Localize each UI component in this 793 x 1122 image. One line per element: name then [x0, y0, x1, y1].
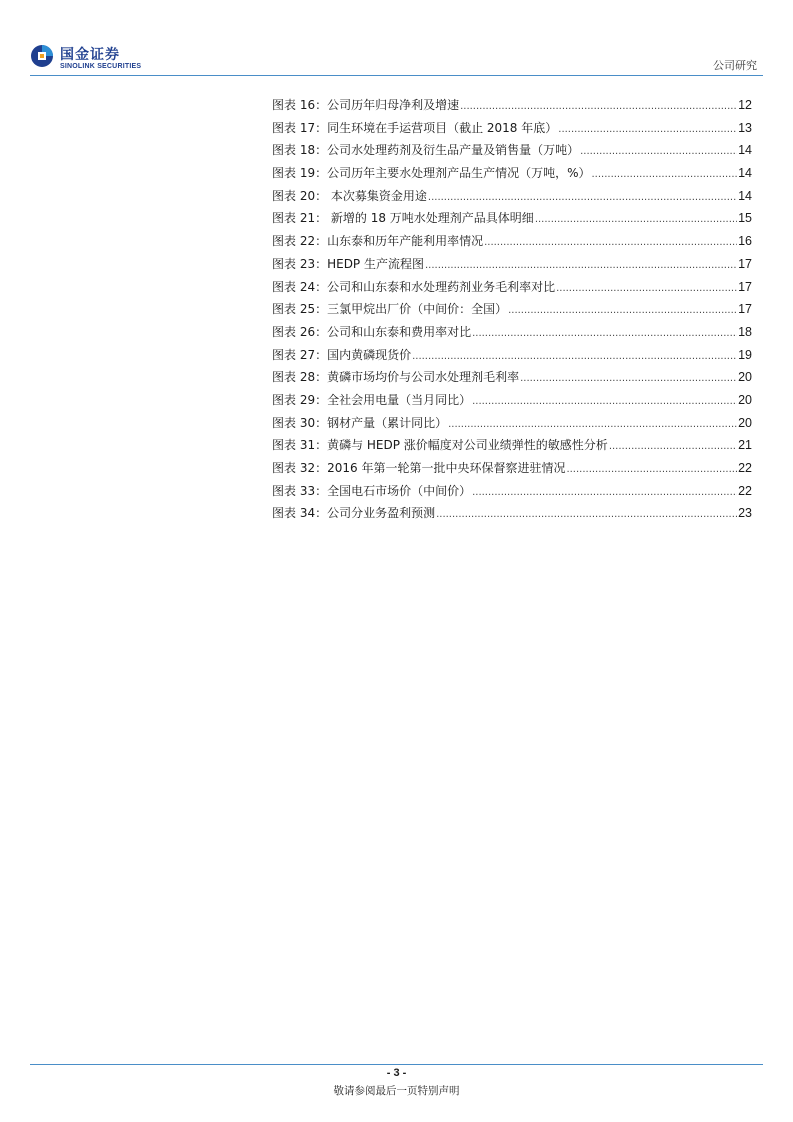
toc-entry[interactable] — [272, 346, 752, 369]
toc-leader-dots — [472, 328, 737, 339]
toc-entry[interactable] — [272, 414, 752, 437]
toc-leader-dots — [436, 509, 737, 520]
toc-entry[interactable] — [272, 96, 752, 119]
toc-entry[interactable] — [272, 255, 752, 278]
toc-entry-page: 12 — [738, 98, 752, 112]
toc-leader-dots — [472, 487, 737, 498]
toc-entry-label: 图表 26：公司和山东泰和费用率对比 — [272, 324, 472, 339]
toc-entry[interactable] — [272, 368, 752, 391]
toc-entry-label: 图表 25：三氯甲烷出厂价（中间价：全国） — [272, 302, 508, 317]
toc-entry-page: 14 — [738, 166, 752, 181]
footer-divider — [30, 1064, 763, 1065]
toc-entry-page: 22 — [738, 461, 752, 475]
toc-leader-dots — [558, 124, 737, 135]
toc-entry-page: 20 — [738, 370, 752, 385]
disclaimer-note: 敬请参阅最后一页特别声明 — [333, 1085, 460, 1097]
toc-leader-dots — [592, 169, 738, 180]
toc-leader-dots — [428, 192, 737, 203]
toc-entry[interactable] — [272, 119, 752, 142]
toc-leader-dots — [580, 146, 737, 157]
toc-entry-label: 图表 21： 新增的 18 万吨水处理剂产品具体明细 — [272, 211, 534, 226]
toc-entry-page: 18 — [738, 324, 752, 339]
page-header — [0, 0, 793, 80]
toc-leader-dots — [556, 283, 737, 294]
toc-entry[interactable] — [272, 482, 752, 505]
page-number: - 3 - — [386, 1067, 407, 1079]
toc-entry[interactable] — [272, 209, 752, 232]
toc-entry[interactable] — [272, 300, 752, 323]
toc-entry-label: 图表 27：国内黄磷现货价 — [272, 347, 412, 362]
toc-leader-dots — [535, 214, 737, 225]
company-logo — [30, 44, 160, 74]
header-divider — [30, 75, 763, 76]
toc-entry-page: 17 — [738, 256, 752, 271]
toc-entry-page: 13 — [738, 120, 752, 135]
logo-mark-icon — [30, 44, 54, 68]
toc-entry-label: 图表 23：HEDP 生产流程图 — [272, 256, 424, 271]
toc-entry-label: 图表 31：黄磷与 HEDP 涨价幅度对公司业绩弹性的敏感性分析 — [272, 438, 608, 453]
figure-list — [272, 96, 752, 527]
toc-entry-page: 23 — [738, 506, 752, 521]
toc-leader-dots — [472, 396, 737, 407]
toc-entry[interactable] — [272, 278, 752, 301]
toc-entry[interactable] — [272, 141, 752, 164]
toc-entry-page: 20 — [738, 415, 752, 430]
toc-entry[interactable] — [272, 187, 752, 210]
toc-entry[interactable] — [272, 391, 752, 414]
toc-entry-page: 19 — [738, 347, 752, 362]
toc-leader-dots — [520, 373, 737, 384]
toc-leader-dots — [609, 441, 737, 452]
logo-text-cn: 国金证券 — [60, 47, 120, 63]
toc-entry-label: 图表 30：钢材产量（累计同比） — [272, 415, 448, 430]
toc-entry[interactable] — [272, 504, 752, 527]
toc-leader-dots — [460, 101, 737, 112]
toc-entry-label: 图表 20： 本次募集资金用途 — [272, 188, 427, 203]
toc-entry[interactable] — [272, 436, 752, 459]
toc-entry-label: 图表 29：全社会用电量（当月同比） — [272, 392, 472, 407]
toc-entry-label: 图表 22：山东泰和历年产能利用率情况 — [272, 234, 484, 249]
toc-entry-label: 图表 32：2016 年第一轮第一批中央环保督察进驻情况 — [272, 461, 566, 475]
toc-entry-page: 21 — [738, 438, 752, 453]
toc-entry-page: 22 — [738, 483, 752, 498]
toc-entry-label: 图表 33：全国电石市场价（中间价） — [272, 483, 472, 498]
toc-entry-page: 17 — [738, 279, 752, 294]
toc-entry-label: 图表 28：黄磷市场均价与公司水处理剂毛利率 — [272, 370, 520, 385]
toc-entry-label: 图表 18：公司水处理药剂及衍生品产量及销售量（万吨） — [272, 143, 580, 158]
toc-entry-page: 15 — [738, 211, 752, 226]
toc-entry-label: 图表 34：公司分业务盈利预测 — [272, 506, 436, 521]
toc-leader-dots — [508, 305, 737, 316]
toc-entry-label: 图表 16：公司历年归母净利及增速 — [272, 98, 460, 112]
toc-entry-page: 16 — [738, 234, 752, 249]
toc-entry-label: 图表 24：公司和山东泰和水处理药剂业务毛利率对比 — [272, 279, 556, 294]
toc-entry[interactable] — [272, 323, 752, 346]
logo-text-en: SINOLINK SECURITIES — [60, 63, 142, 70]
toc-entry-page: 14 — [738, 143, 752, 158]
toc-entry[interactable] — [272, 164, 752, 187]
section-label: 公司研究 — [713, 59, 757, 72]
toc-entry-page: 17 — [738, 302, 752, 317]
toc-leader-dots — [448, 419, 737, 430]
toc-leader-dots — [484, 237, 737, 248]
toc-leader-dots — [425, 260, 737, 271]
toc-entry-label: 图表 17：同生环境在手运营项目（截止 2018 年底） — [272, 120, 558, 135]
toc-entry-page: 20 — [738, 392, 752, 407]
toc-entry[interactable] — [272, 459, 752, 482]
toc-leader-dots — [566, 464, 737, 475]
toc-entry-page: 14 — [738, 188, 752, 203]
toc-entry[interactable] — [272, 232, 752, 255]
toc-leader-dots — [412, 351, 737, 362]
toc-entry-label: 图表 19：公司历年主要水处理剂产品生产情况（万吨，%） — [272, 166, 591, 181]
